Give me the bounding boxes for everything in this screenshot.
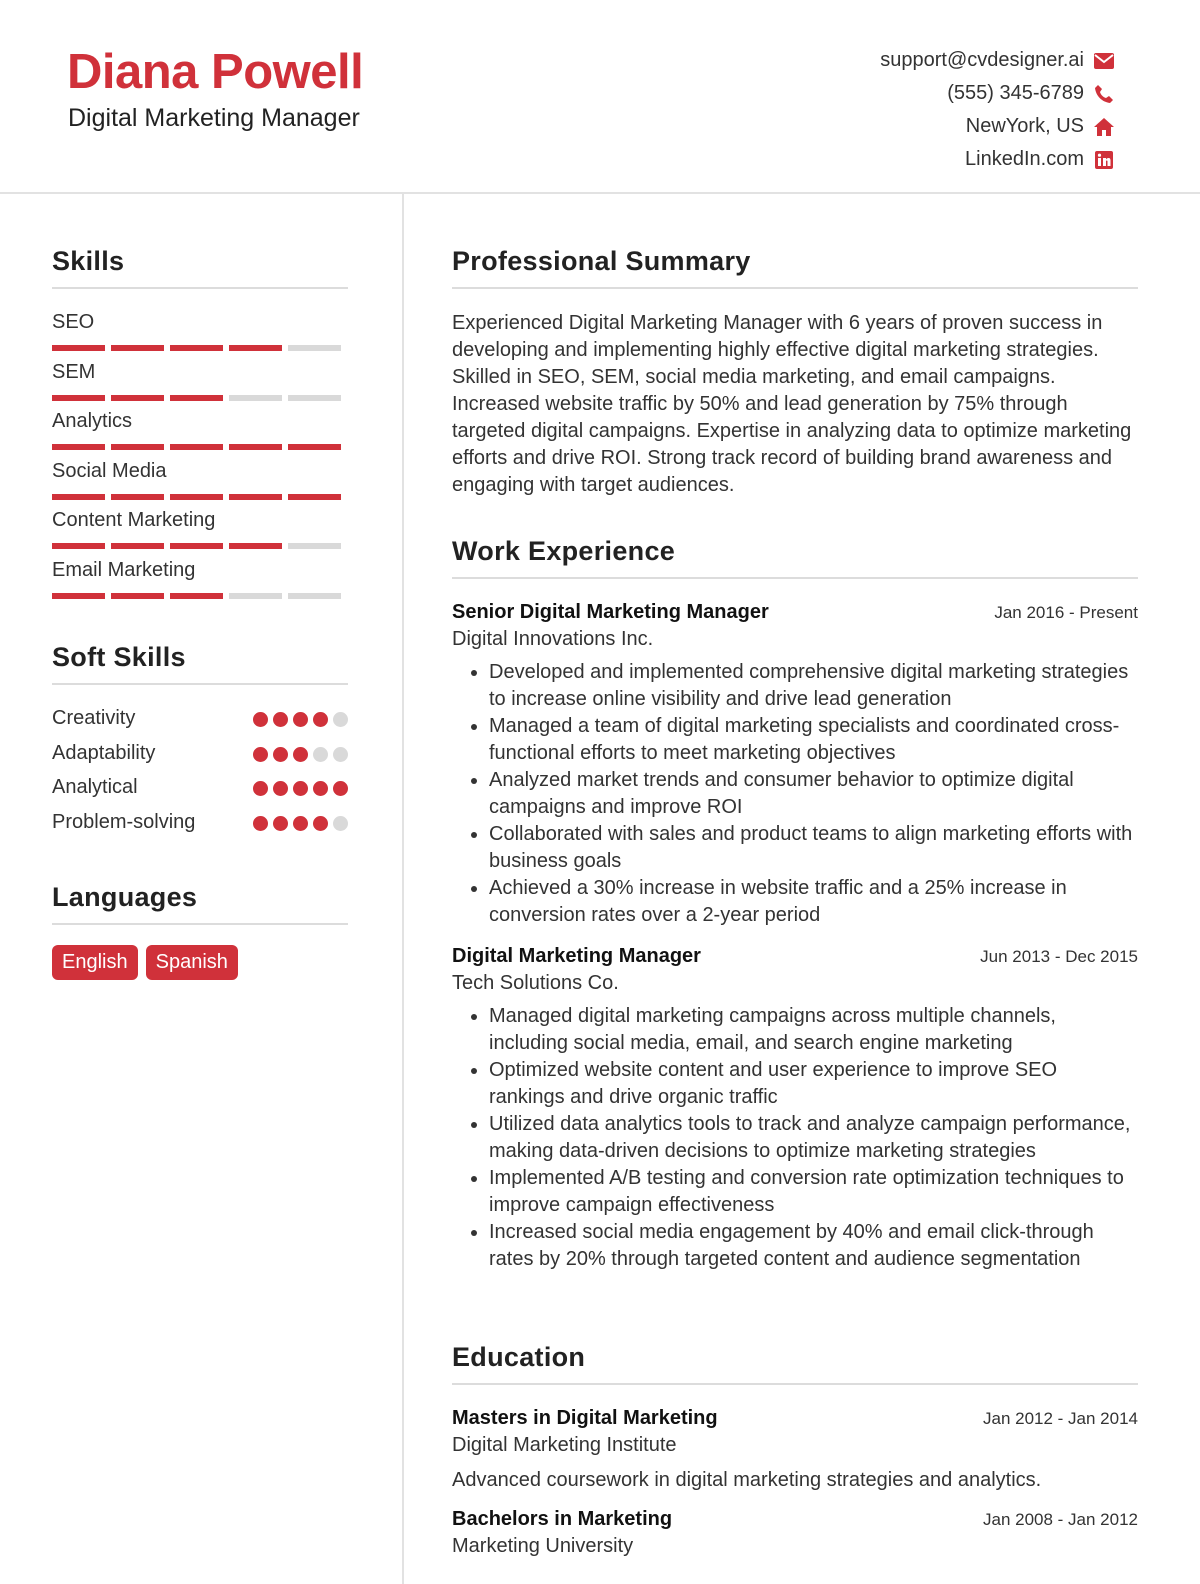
skill-level-segment	[288, 395, 341, 401]
skill-level-segment	[288, 494, 341, 500]
job-date: Jan 2016 - Present	[994, 603, 1138, 622]
soft-skills-list	[52, 707, 348, 845]
skill-row	[52, 410, 348, 460]
soft-skill-label: Creativity	[52, 707, 136, 729]
contact-email-text: support@cvdesigner.ai	[880, 49, 1084, 71]
skill-level-segment	[288, 345, 341, 351]
education-entry	[452, 1508, 1138, 1558]
job-entry	[452, 945, 1138, 1273]
skill-level-segment	[229, 494, 282, 500]
skill-level-segment	[170, 444, 223, 450]
job-title: Digital Marketing Manager	[452, 945, 701, 967]
skill-row	[52, 460, 348, 510]
education-heading: Education	[452, 1342, 586, 1372]
rating-dot	[333, 781, 348, 796]
skill-level-segment	[170, 593, 223, 599]
section-rule	[52, 923, 348, 925]
rating-dot	[313, 747, 328, 762]
bullet-item: • Achieved a 30% increase in website traffic and a 25% increase in conversion rates over a 2-year period	[489, 875, 1138, 929]
skill-row	[52, 361, 348, 411]
rating-dot	[273, 712, 288, 727]
education-date: Jan 2012 - Jan 2014	[982, 1409, 1138, 1428]
rating-dot	[253, 816, 268, 831]
contact-list	[694, 44, 1114, 176]
skill-level-bar	[52, 395, 341, 401]
skill-label: Content Marketing	[52, 509, 216, 531]
soft-skill-rating	[253, 816, 348, 831]
candidate-title: Digital Marketing Manager	[68, 104, 360, 132]
soft-skills-section	[52, 642, 348, 845]
rating-dot	[253, 747, 268, 762]
skill-level-segment	[111, 494, 164, 500]
rating-dot	[313, 781, 328, 796]
rating-dot	[273, 816, 288, 831]
soft-skill-rating	[253, 747, 348, 762]
skill-level-segment	[111, 543, 164, 549]
skill-row	[52, 559, 348, 609]
skill-level-segment	[111, 593, 164, 599]
bullet-item: • Developed and implemented comprehensive digital marketing strategies to increase online visibility and drive lead generation	[489, 659, 1138, 713]
skill-label: Analytics	[52, 410, 133, 432]
summary-section	[452, 246, 1138, 499]
skill-level-segment	[170, 395, 223, 401]
bullet-item: • Managed digital marketing campaigns across multiple channels, including social media, email, and search engine marketing	[489, 1003, 1138, 1057]
rating-dot	[253, 712, 268, 727]
summary-text: Experienced Digital Marketing Manager with 6 years of proven success in developing and implementing highly effective digital marketing strategies. Skilled in SEO, SEM, social media marketing, and email campaigns. Increased website traffic by 50% and lead generation by 75% through targeted digital campaigns. Expertise in analyzing data to optimize marketing efforts and drive ROI. Strong track record of building brand awareness and engaging with target audiences.	[452, 312, 1132, 496]
home-icon	[1094, 117, 1114, 137]
rating-dot	[313, 816, 328, 831]
skills-section	[52, 246, 348, 608]
section-rule	[452, 1383, 1138, 1385]
skill-level-segment	[111, 444, 164, 450]
soft-skills-heading: Soft Skills	[52, 642, 186, 672]
degree-title: Masters in Digital Marketing	[452, 1407, 718, 1429]
skill-label: SEO	[52, 311, 95, 333]
bullet-item: • Optimized website content and user experience to improve SEO rankings and drive organic traffic	[489, 1057, 1138, 1111]
soft-skill-row	[52, 811, 348, 846]
rating-dot	[333, 747, 348, 762]
skill-level-segment	[52, 395, 105, 401]
linkedin-icon	[1094, 150, 1114, 170]
skill-level-segment	[52, 494, 105, 500]
skill-level-bar	[52, 494, 341, 500]
job-bullets	[452, 659, 1138, 929]
skill-level-segment	[229, 543, 282, 549]
soft-skill-label: Problem-solving	[52, 810, 196, 833]
skill-level-segment	[111, 345, 164, 351]
skill-level-segment	[170, 543, 223, 549]
skill-level-segment	[170, 345, 223, 351]
skill-level-segment	[288, 444, 341, 450]
job-entry	[452, 601, 1138, 929]
section-rule	[452, 577, 1138, 579]
skill-level-segment	[229, 593, 282, 599]
school-name: Marketing University	[452, 1535, 634, 1557]
skill-level-segment	[288, 543, 341, 549]
languages-list	[52, 945, 348, 980]
rating-dot	[253, 781, 268, 796]
rating-dot	[273, 781, 288, 796]
skill-row	[52, 509, 348, 559]
skill-level-segment	[52, 345, 105, 351]
degree-title: Bachelors in Marketing	[452, 1508, 673, 1530]
job-bullets	[452, 1003, 1138, 1273]
bullet-item: • Utilized data analytics tools to track and analyze campaign performance, making data-driven decisions to optimize marketing strategies	[489, 1111, 1138, 1165]
rating-dot	[333, 816, 348, 831]
skill-level-segment	[229, 345, 282, 351]
soft-skill-rating	[253, 781, 348, 796]
soft-skill-label: Analytical	[52, 776, 138, 798]
education-section	[452, 1342, 1138, 1558]
soft-skill-row	[52, 742, 348, 777]
skill-level-segment	[288, 593, 341, 599]
education-entry	[452, 1407, 1138, 1492]
skill-level-bar	[52, 593, 341, 599]
soft-skill-row	[52, 776, 348, 811]
school-name: Digital Marketing Institute	[452, 1434, 677, 1456]
contact-linkedin-text: LinkedIn.com	[965, 148, 1084, 170]
skill-level-bar	[52, 543, 341, 549]
language-badge: Spanish	[146, 945, 238, 980]
education-description: Advanced coursework in digital marketing strategies and analytics.	[452, 1469, 1042, 1491]
skills-list	[52, 311, 348, 608]
skill-level-segment	[170, 494, 223, 500]
rating-dot	[333, 712, 348, 727]
experience-heading: Work Experience	[452, 536, 676, 566]
envelope-icon	[1094, 51, 1114, 71]
column-divider	[402, 194, 404, 1584]
soft-skill-row	[52, 707, 348, 742]
bullet-item: • Collaborated with sales and product teams to align marketing efforts with business goals	[489, 821, 1138, 875]
skill-label: Social Media	[52, 459, 167, 482]
rating-dot	[293, 781, 308, 796]
contact-phone[interactable]	[694, 77, 1114, 110]
rating-dot	[293, 747, 308, 762]
bullet-item: • Increased social media engagement by 40% and email click-through rates by 20% through targeted content and audience segmentation	[489, 1219, 1138, 1273]
skill-level-segment	[52, 593, 105, 599]
section-rule	[52, 683, 348, 685]
skill-row	[52, 311, 348, 361]
skill-level-segment	[229, 444, 282, 450]
skill-label: Email Marketing	[52, 558, 196, 581]
contact-linkedin[interactable]	[694, 143, 1114, 176]
experience-section	[452, 536, 1138, 1273]
education-date: Jan 2008 - Jan 2012	[982, 1510, 1138, 1529]
rating-dot	[273, 747, 288, 762]
candidate-name: Diana Powell	[67, 45, 364, 99]
skill-level-segment	[111, 395, 164, 401]
job-company: Digital Innovations Inc.	[452, 628, 654, 650]
contact-location	[694, 110, 1114, 143]
bullet-item: • Implemented A/B testing and conversion rate optimization techniques to improve campaign effectiveness	[489, 1165, 1138, 1219]
skills-heading: Skills	[52, 246, 125, 276]
bullet-item: • Analyzed market trends and consumer behavior to optimize digital campaigns and improve ROI	[489, 767, 1138, 821]
rating-dot	[293, 816, 308, 831]
contact-phone-text: (555) 345-6789	[947, 82, 1084, 104]
soft-skill-rating	[253, 712, 348, 727]
contact-location-text: NewYork, US	[965, 115, 1084, 137]
bullet-item: • Managed a team of digital marketing specialists and coordinated cross-functional efforts to meet marketing objectives	[489, 713, 1138, 767]
job-date: Jun 2013 - Dec 2015	[980, 947, 1138, 966]
skill-level-segment	[229, 395, 282, 401]
job-company: Tech Solutions Co.	[452, 972, 619, 994]
skill-level-segment	[52, 543, 105, 549]
phone-icon	[1094, 84, 1114, 104]
contact-email[interactable]	[694, 44, 1114, 77]
job-title: Senior Digital Marketing Manager	[452, 601, 769, 623]
section-rule	[452, 287, 1138, 289]
section-rule	[52, 287, 348, 289]
rating-dot	[313, 712, 328, 727]
languages-section	[52, 882, 348, 980]
skill-level-bar	[52, 444, 341, 450]
language-badge: English	[52, 945, 138, 980]
skill-level-bar	[52, 345, 341, 351]
soft-skill-label: Adaptability	[52, 741, 156, 764]
summary-heading: Professional Summary	[452, 246, 751, 276]
rating-dot	[293, 712, 308, 727]
languages-heading: Languages	[52, 882, 198, 912]
skill-label: SEM	[52, 360, 96, 383]
resume-header	[0, 0, 1200, 194]
skill-level-segment	[52, 444, 105, 450]
